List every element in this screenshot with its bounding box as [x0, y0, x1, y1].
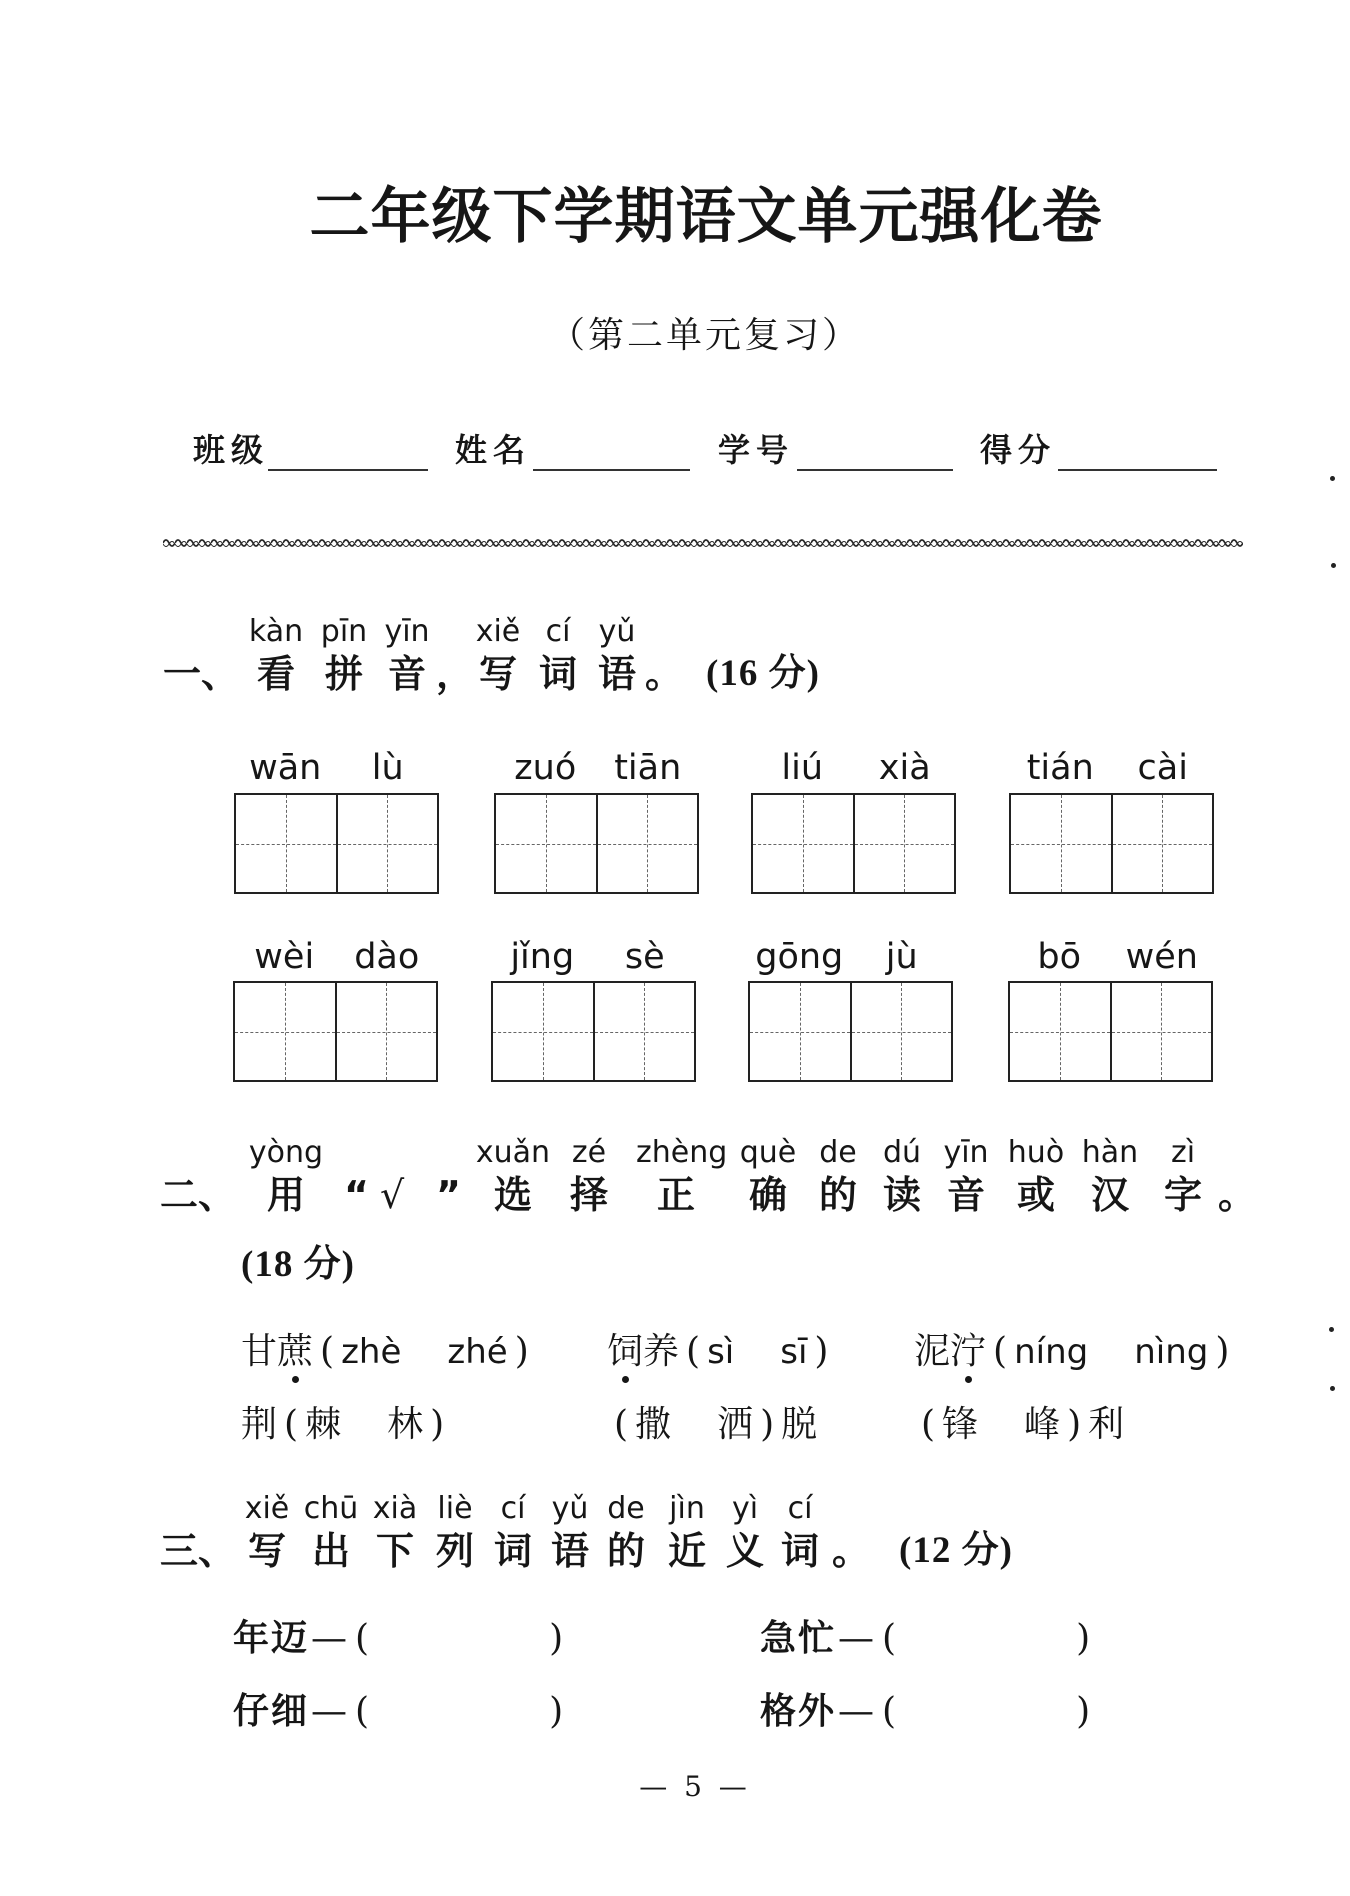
section3-number: 三、	[160, 1529, 237, 1573]
pinyin: yì	[731, 1491, 759, 1526]
hanzi-option: 林	[387, 1404, 424, 1445]
section1-score: (16 分)	[706, 653, 820, 694]
paren-open: (	[882, 1618, 897, 1659]
pinyin: gōng	[755, 937, 844, 977]
pinyin: sè	[624, 937, 665, 977]
synonym-item	[233, 1616, 569, 1661]
reading-choice-item	[241, 1330, 536, 1374]
tianzige-cell	[236, 795, 336, 892]
pinyin: wān	[249, 748, 322, 788]
dash: —	[838, 1691, 875, 1732]
word-pinyin	[494, 746, 699, 790]
word-pinyin	[1009, 746, 1214, 790]
pinyin: zé	[571, 1135, 607, 1170]
score-label: 得分	[980, 431, 1057, 469]
hanzi: 词	[780, 1529, 819, 1573]
section3-score: (12 分)	[899, 1530, 1013, 1571]
tianzige-cell	[853, 795, 955, 892]
name-label: 姓名	[455, 431, 532, 469]
word-char: 荆	[241, 1404, 278, 1445]
word-pinyin	[233, 935, 438, 979]
section2-score: (18 分)	[241, 1244, 355, 1285]
dash: —	[838, 1618, 875, 1659]
tianzige-box	[1008, 981, 1213, 1082]
hanzi: 词	[493, 1529, 532, 1573]
pinyin: zhèng	[636, 1135, 728, 1170]
paren-close: )	[549, 1618, 564, 1659]
ruby-unit	[926, 1134, 1006, 1218]
paren-close: )	[514, 1331, 529, 1372]
hanzi-option: 撒	[635, 1404, 672, 1445]
tianzige-cell	[1110, 983, 1212, 1080]
scan-speck	[1330, 476, 1335, 481]
class-label: 班级	[193, 431, 270, 469]
hanzi: 语	[597, 652, 636, 696]
tianzige-cell	[235, 983, 335, 1080]
word-char: 利	[1088, 1404, 1125, 1445]
paren-open: (	[284, 1404, 299, 1445]
pinyin-option: zhé	[447, 1332, 508, 1372]
pinyin: yǔ	[598, 614, 636, 649]
pinyin: huò	[1007, 1135, 1065, 1170]
pinyin: cí	[500, 1491, 526, 1526]
ruby-unit	[1143, 1134, 1223, 1218]
pinyin: yīn	[943, 1135, 989, 1170]
paren-open: (	[355, 1618, 370, 1659]
hanzi-option: 洒	[717, 1404, 754, 1445]
pinyin: lù	[371, 748, 404, 788]
hanzi: 语	[550, 1529, 589, 1573]
hanzi-option: 峰	[1024, 1404, 1061, 1445]
hanzi: 词	[538, 652, 577, 696]
hanzi: 音	[387, 652, 426, 696]
tianzige-cell	[1011, 795, 1111, 892]
word-char: 甘	[241, 1331, 278, 1372]
pinyin: xiě	[244, 1491, 290, 1526]
dash: —	[311, 1691, 348, 1732]
pinyin: què	[739, 1135, 797, 1170]
pinyin: cí	[545, 614, 571, 649]
paren-close: )	[1076, 1691, 1091, 1732]
page-number: — 5 —	[639, 1770, 751, 1803]
hanzi: 读	[882, 1173, 921, 1217]
paren-open: (	[355, 1691, 370, 1732]
tianzige-cell	[336, 795, 438, 892]
wavy-divider	[163, 536, 1243, 550]
ruby-unit	[636, 1134, 728, 1218]
heading-period: 。	[1218, 1173, 1257, 1217]
pinyin: dào	[354, 937, 420, 977]
hanzi: 下	[375, 1529, 414, 1573]
paren-close: )	[1215, 1331, 1230, 1372]
hanzi: 确	[748, 1173, 787, 1217]
word-char-marked: 饲	[607, 1331, 644, 1372]
tianzige-cell	[596, 795, 698, 892]
ruby-unit	[549, 1134, 629, 1218]
pinyin: wèi	[254, 937, 315, 977]
hanzi: 写	[247, 1529, 286, 1573]
heading-period: 。	[645, 652, 684, 696]
pinyin: de	[819, 1135, 857, 1170]
pinyin: xià	[878, 748, 931, 788]
pinyin-option: sī	[780, 1332, 808, 1372]
paren-close: )	[760, 1404, 775, 1445]
quote-open: “	[344, 1173, 369, 1217]
tianzige-cell	[1010, 983, 1110, 1080]
pinyin: hàn	[1081, 1135, 1139, 1170]
synonym-item	[760, 1616, 1096, 1661]
pinyin: chū	[303, 1491, 359, 1526]
scan-speck	[1330, 1386, 1335, 1391]
synonym-word: 年迈	[233, 1617, 310, 1659]
synonym-item	[760, 1689, 1096, 1734]
name-blank	[533, 469, 690, 471]
paren-close: )	[814, 1331, 829, 1372]
tianzige-box	[234, 793, 439, 894]
pinyin: liú	[781, 748, 824, 788]
tianzige-cell	[493, 983, 593, 1080]
pinyin-option: nìng	[1134, 1332, 1209, 1372]
hanzi: 选	[493, 1173, 532, 1217]
tianzige-cell	[1111, 795, 1213, 892]
word-char-marked: 蔗	[277, 1331, 314, 1372]
word-char-marked: 泞	[950, 1331, 987, 1372]
pinyin: tiān	[614, 748, 682, 788]
hanzi-choice-item	[914, 1403, 1124, 1447]
tianzige-cell	[750, 983, 850, 1080]
pinyin: dú	[882, 1135, 922, 1170]
hanzi: 的	[606, 1529, 645, 1573]
pinyin: pīn	[320, 614, 368, 649]
tianzige-cell	[496, 795, 596, 892]
paren-open: (	[686, 1331, 701, 1372]
hanzi: 字	[1163, 1173, 1202, 1217]
tianzige-cell	[593, 983, 695, 1080]
pinyin: cí	[787, 1491, 813, 1526]
word-char: 脱	[781, 1404, 818, 1445]
ruby-unit	[1070, 1134, 1150, 1218]
synonym-item	[233, 1689, 569, 1734]
paren-open: (	[320, 1331, 335, 1372]
ruby-unit	[996, 1134, 1076, 1218]
dash: —	[311, 1618, 348, 1659]
synonym-word: 急忙	[760, 1617, 837, 1659]
pinyin: kàn	[248, 614, 304, 649]
word-char: 泥	[914, 1331, 951, 1372]
page-subtitle: （第二单元复习）	[548, 315, 861, 356]
reading-choice-item	[914, 1330, 1236, 1374]
pinyin: cài	[1137, 748, 1188, 788]
student-id-label: 学号	[718, 431, 795, 469]
tianzige-box	[491, 981, 696, 1082]
scan-speck	[1329, 1327, 1334, 1332]
paren-close: )	[430, 1404, 445, 1445]
tianzige-cell	[335, 983, 437, 1080]
hanzi: 拼	[324, 652, 363, 696]
pinyin: liè	[437, 1491, 473, 1526]
ruby-unit	[367, 613, 447, 697]
hanzi: 择	[569, 1173, 608, 1217]
word-pinyin	[491, 935, 696, 979]
paren-open: (	[614, 1404, 629, 1445]
hanzi: 汉	[1090, 1173, 1129, 1217]
tianzige-box	[748, 981, 953, 1082]
pinyin: jǐng	[510, 937, 575, 977]
paren-close: )	[549, 1691, 564, 1732]
ruby-unit	[246, 1134, 326, 1218]
pinyin-option: níng	[1014, 1332, 1089, 1372]
synonym-word: 格外	[760, 1690, 837, 1732]
word-pinyin	[1008, 935, 1213, 979]
paren-open: (	[993, 1331, 1008, 1372]
tianzige-box	[494, 793, 699, 894]
pinyin: yīn	[384, 614, 430, 649]
pinyin: bō	[1037, 937, 1082, 977]
ruby-unit	[728, 1134, 808, 1218]
tianzige-cell	[753, 795, 853, 892]
pinyin: de	[607, 1491, 645, 1526]
score-blank	[1058, 469, 1217, 471]
pinyin: zì	[1170, 1135, 1196, 1170]
pinyin: tián	[1026, 748, 1094, 788]
hanzi: 列	[435, 1529, 474, 1573]
hanzi-option: 锋	[942, 1404, 979, 1445]
pinyin: yǔ	[551, 1491, 589, 1526]
pinyin: xià	[372, 1491, 418, 1526]
tianzige-cell	[850, 983, 952, 1080]
tianzige-box	[233, 981, 438, 1082]
pinyin: jù	[885, 937, 918, 977]
hanzi: 正	[656, 1173, 695, 1217]
ruby-unit	[760, 1490, 840, 1574]
paren-close: )	[1076, 1618, 1091, 1659]
paren-open: (	[882, 1691, 897, 1732]
hanzi: 近	[667, 1529, 706, 1573]
hanzi-option: 棘	[305, 1404, 342, 1445]
reading-choice-item	[607, 1330, 835, 1374]
pinyin: wén	[1125, 937, 1198, 977]
heading-period: 。	[832, 1529, 871, 1573]
ruby-unit	[473, 1134, 553, 1218]
hanzi: 用	[266, 1173, 305, 1217]
section2-number: 二、	[160, 1173, 237, 1217]
pinyin: xiě	[475, 614, 521, 649]
hanzi-choice-item	[607, 1403, 817, 1447]
quote-close: ”	[436, 1173, 461, 1217]
pinyin-option: zhè	[341, 1332, 402, 1372]
hanzi: 义	[725, 1529, 764, 1573]
section1-number: 一、	[163, 652, 240, 696]
hanzi: 音	[946, 1173, 985, 1217]
word-pinyin	[751, 746, 956, 790]
page-title: 二年级下学期语文单元强化卷	[309, 182, 1103, 252]
pinyin: xuǎn	[475, 1135, 551, 1170]
tianzige-box	[1009, 793, 1214, 894]
paren-open: (	[921, 1404, 936, 1445]
class-blank	[268, 469, 428, 471]
pinyin-option: sì	[707, 1332, 735, 1372]
hanzi: 看	[256, 652, 295, 696]
tianzige-box	[751, 793, 956, 894]
hanzi: 或	[1016, 1173, 1055, 1217]
hanzi: 的	[818, 1173, 857, 1217]
synonym-word: 仔细	[233, 1690, 310, 1732]
word-char: 养	[643, 1331, 680, 1372]
student-id-blank	[797, 469, 953, 471]
check-mark-icon: √	[380, 1173, 405, 1217]
hanzi-choice-item	[241, 1403, 451, 1447]
pinyin: yòng	[248, 1135, 324, 1170]
paren-close: )	[1067, 1404, 1082, 1445]
hanzi: 出	[311, 1529, 350, 1573]
word-pinyin	[234, 746, 439, 790]
pinyin: zuó	[514, 748, 577, 788]
scan-speck	[1331, 563, 1336, 568]
hanzi: 写	[478, 652, 517, 696]
heading-comma: ，	[436, 652, 475, 696]
word-pinyin	[748, 935, 953, 979]
pinyin: jìn	[669, 1491, 705, 1526]
